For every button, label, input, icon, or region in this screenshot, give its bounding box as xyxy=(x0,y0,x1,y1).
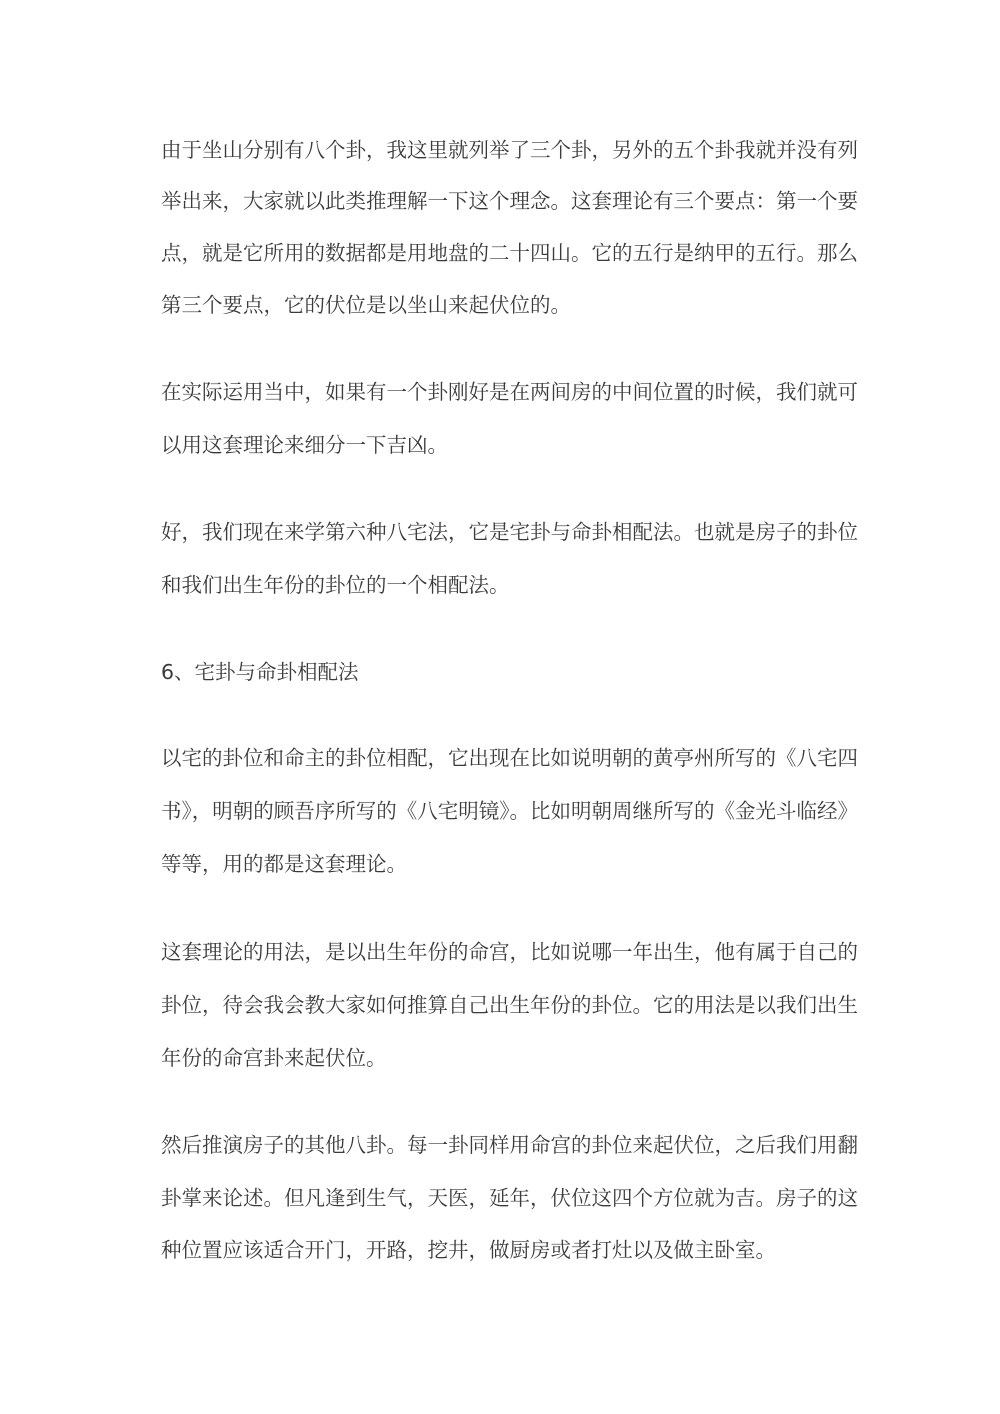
paragraph-3-line-2: 和我们出生年份的卦位的一个相配法。 xyxy=(161,573,510,597)
paragraph-1-line-4: 第三个要点，它的伏位是以坐山来起伏位的。 xyxy=(161,293,571,317)
paragraph-1-line-1: 由于坐山分别有八个卦，我这里就列举了三个卦，另外的五个卦我就并没有列 xyxy=(161,138,858,162)
section-heading: 6、宅卦与命卦相配法 xyxy=(161,660,359,684)
paragraph-5-line-3: 等等，用的都是这套理论。 xyxy=(161,852,407,876)
paragraph-6-line-3: 年份的命宫卦来起伏位。 xyxy=(161,1046,387,1070)
paragraph-1-line-2: 举出来，大家就以此类推理解一下这个理念。这套理论有三个要点：第一个要 xyxy=(161,189,858,213)
paragraph-6-line-1: 这套理论的用法，是以出生年份的命宫，比如说哪一年出生，他有属于自己的 xyxy=(161,940,858,964)
paragraph-3-line-1: 好，我们现在来学第六种八宅法，它是宅卦与命卦相配法。也就是房子的卦位 xyxy=(161,520,858,544)
paragraph-6-line-2: 卦位，待会我会教大家如何推算自己出生年份的卦位。它的用法是以我们出生 xyxy=(161,993,858,1017)
paragraph-7-line-2: 卦掌来论述。但凡逢到生气，天医，延年，伏位这四个方位就为吉。房子的这 xyxy=(161,1186,858,1210)
paragraph-2-line-1: 在实际运用当中，如果有一个卦刚好是在两间房的中间位置的时候，我们就可 xyxy=(161,380,858,404)
paragraph-5-line-2: 书》，明朝的顾吾序所写的《八宅明镜》。比如明朝周继所写的《金光斗临经》 xyxy=(161,799,858,823)
paragraph-7-line-1: 然后推演房子的其他八卦。每一卦同样用命宫的卦位来起伏位，之后我们用翻 xyxy=(161,1133,858,1157)
paragraph-7-line-3: 种位置应该适合开门，开路，挖井，做厨房或者打灶以及做主卧室。 xyxy=(161,1238,776,1262)
paragraph-2-line-2: 以用这套理论来细分一下吉凶。 xyxy=(161,433,448,457)
paragraph-1-line-3: 点，就是它所用的数据都是用地盘的二十四山。它的五行是纳甲的五行。那么 xyxy=(161,241,858,265)
paragraph-5-line-1: 以宅的卦位和命主的卦位相配，它出现在比如说明朝的黄亭州所写的《八宅四 xyxy=(161,746,858,770)
